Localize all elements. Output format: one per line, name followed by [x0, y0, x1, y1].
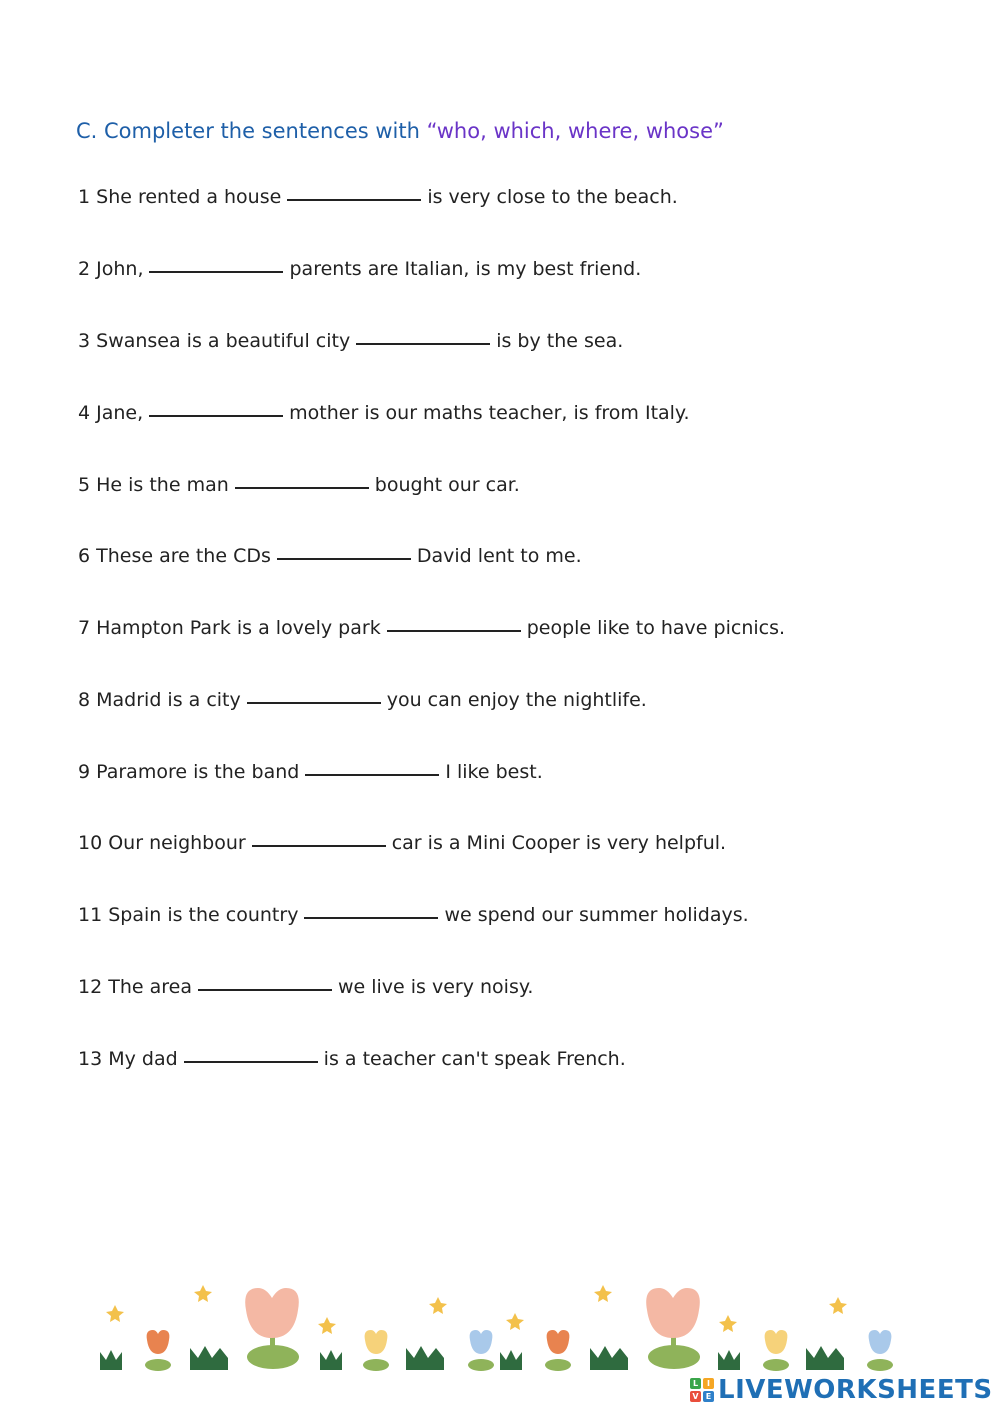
star-icon: [429, 1297, 447, 1314]
star-icon: [106, 1305, 124, 1322]
sentence-4-start: 4 Jane,: [78, 402, 144, 424]
sentence-12-end: we live is very noisy.: [337, 976, 534, 998]
sentence-12: [78, 976, 533, 998]
sentence-5: [78, 474, 520, 496]
tulip-icon: [646, 1288, 700, 1369]
blank-11[interactable]: [304, 916, 438, 919]
star-icon: [318, 1317, 336, 1334]
sentence-7-start: 7 Hampton Park is a lovely park: [78, 617, 381, 639]
sentence-8-end: you can enjoy the nightlife.: [386, 689, 647, 711]
sentence-1-end: is very close to the beach.: [427, 186, 678, 208]
sentence-3-start: 3 Swansea is a beautiful city: [78, 330, 351, 352]
liveworksheets-logo[interactable]: [690, 1372, 993, 1408]
sentence-10-end: car is a Mini Cooper is very helpful.: [391, 832, 727, 854]
logo-mark-i: I: [703, 1378, 714, 1389]
blank-1[interactable]: [287, 198, 421, 201]
blank-7[interactable]: [387, 629, 521, 632]
grass-icon: [500, 1350, 522, 1370]
sentence-6: [78, 545, 582, 567]
tulip-icon: [867, 1330, 893, 1371]
sentence-2-end: parents are Italian, is my best friend.: [289, 258, 642, 280]
blank-6[interactable]: [277, 557, 411, 560]
sentence-2: [78, 258, 641, 280]
blank-9[interactable]: [305, 773, 439, 776]
sentence-13: [78, 1048, 626, 1070]
tulip-icon: [245, 1288, 299, 1369]
heading-instruction: C. Completer the sentences with: [76, 119, 427, 143]
tulip-icon: [763, 1330, 789, 1371]
sentence-7-end: people like to have picnics.: [526, 617, 786, 639]
sentence-6-end: David lent to me.: [416, 545, 582, 567]
blank-8[interactable]: [247, 701, 381, 704]
sentence-11-start: 11 Spain is the country: [78, 904, 299, 926]
sentence-4-end: mother is our maths teacher, is from Italy.: [289, 402, 690, 424]
sentence-11-end: we spend our summer holidays.: [444, 904, 749, 926]
sentence-13-start: 13 My dad: [78, 1048, 178, 1070]
tulip-icon: [145, 1330, 171, 1371]
sentence-12-start: 12 The area: [78, 976, 192, 998]
star-icon: [719, 1315, 737, 1332]
sentence-9-end: I like best.: [445, 761, 543, 783]
sentence-1: [78, 186, 678, 208]
blank-12[interactable]: [198, 988, 332, 991]
sentence-10: [78, 832, 726, 854]
blank-3[interactable]: [356, 342, 490, 345]
sentence-2-start: 2 John,: [78, 258, 144, 280]
sentence-5-end: bought our car.: [374, 474, 520, 496]
grass-icon: [190, 1346, 228, 1370]
grass-icon: [406, 1346, 444, 1370]
grass-icon: [718, 1350, 740, 1370]
sentence-11: [78, 904, 749, 926]
logo-mark-l: L: [690, 1378, 701, 1389]
star-icon: [829, 1297, 847, 1314]
grass-icon: [590, 1346, 628, 1370]
flower-border: [90, 1275, 920, 1385]
sentence-3: [78, 330, 623, 352]
grass-icon: [806, 1346, 844, 1370]
heading-word-list: “who, which, where, whose”: [426, 119, 724, 143]
logo-mark-e: E: [703, 1391, 714, 1402]
sentence-9: [78, 761, 543, 783]
sentence-8-start: 8 Madrid is a city: [78, 689, 241, 711]
sentence-5-start: 5 He is the man: [78, 474, 229, 496]
sentence-3-end: is by the sea.: [496, 330, 624, 352]
grass-icon: [320, 1350, 342, 1370]
blank-13[interactable]: [184, 1060, 318, 1063]
liveworksheets-logo-icon: [690, 1378, 714, 1402]
sentence-8: [78, 689, 647, 711]
tulip-icon: [545, 1330, 571, 1371]
grass-icon: [100, 1350, 122, 1370]
blank-4[interactable]: [149, 414, 283, 417]
section-heading: [76, 119, 724, 143]
blank-5[interactable]: [235, 486, 369, 489]
logo-mark-v: V: [690, 1391, 701, 1402]
sentence-4: [78, 402, 690, 424]
star-icon: [194, 1285, 212, 1302]
sentence-13-end: is a teacher can't speak French.: [323, 1048, 626, 1070]
tulip-icon: [468, 1330, 494, 1371]
sentence-10-start: 10 Our neighbour: [78, 832, 246, 854]
star-icon: [594, 1285, 612, 1302]
sentence-9-start: 9 Paramore is the band: [78, 761, 300, 783]
blank-2[interactable]: [149, 270, 283, 273]
star-icon: [506, 1313, 524, 1330]
sentence-6-start: 6 These are the CDs: [78, 545, 271, 567]
blank-10[interactable]: [252, 844, 386, 847]
tulip-icon: [363, 1330, 389, 1371]
sentence-1-start: 1 She rented a house: [78, 186, 282, 208]
sentence-7: [78, 617, 785, 639]
logo-text: LIVEWORKSHEETS: [718, 1375, 993, 1405]
